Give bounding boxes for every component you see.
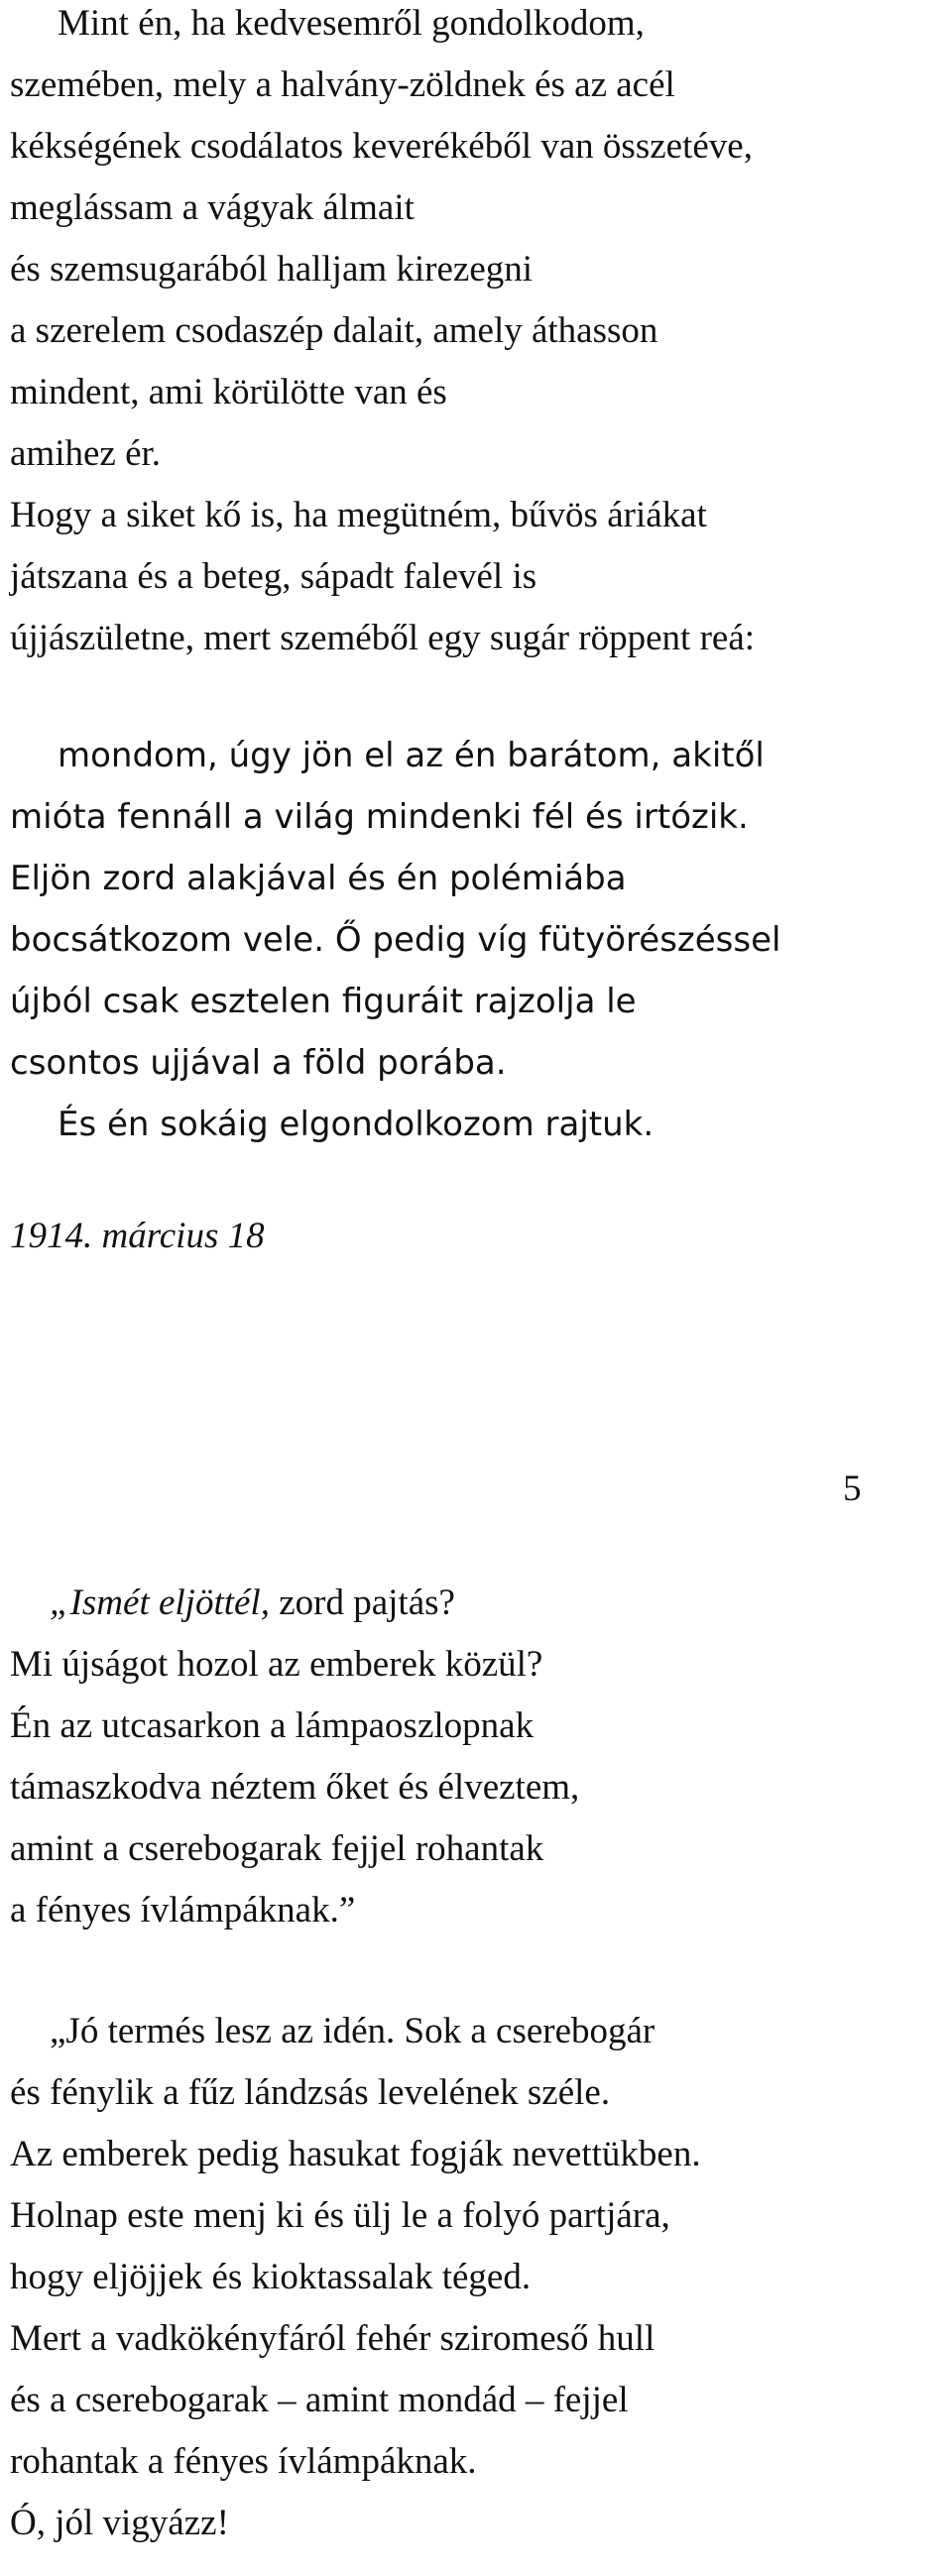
text-line: „Jó termés lesz az idén. Sok a cserebogár xyxy=(50,2011,655,2051)
page-number: 5 xyxy=(843,1468,862,1509)
text-line xyxy=(50,1581,455,1625)
text-line: játszana és a beteg, sápadt falevél is xyxy=(10,556,537,597)
text-line: mióta fennáll a világ mindenki fél és irtózik. xyxy=(10,797,749,837)
text-line: mondom, úgy jön el az én barátom, akitől xyxy=(58,736,765,775)
text-line: támaszkodva néztem őket és élveztem, xyxy=(10,1767,580,1808)
italic-phrase: „Ismét eljöttél, xyxy=(50,1582,270,1623)
text-line: Ó, jól vigyázz! xyxy=(10,2503,229,2543)
text-line: Én az utcasarkon a lámpaoszlopnak xyxy=(10,1705,535,1746)
text-line: Mert a vadkökényfáról fehér sziromeső hull xyxy=(10,2318,655,2359)
text-line: kékségének csodálatos keverékéből van összetéve, xyxy=(10,126,753,167)
text-line: a fényes ívlámpáknak.” xyxy=(10,1890,356,1931)
text-line: Hogy a siket kő is, ha megütném, bűvös áriákat xyxy=(10,495,707,535)
text-fragment: zord pajtás? xyxy=(269,1582,455,1623)
text-line: és a cserebogarak – amint mondád – fejjel xyxy=(10,2380,629,2420)
text-line: rohantak a fényes ívlámpáknak. xyxy=(10,2441,477,2482)
text-line: a szerelem csodaszép dalait, amely áthasson xyxy=(10,310,658,351)
text-line: csontos ujjával a föld porába. xyxy=(10,1043,507,1083)
text-line: újból csak esztelen figuráit rajzolja le xyxy=(10,982,637,1021)
text-line: mindent, ami körülötte van és xyxy=(10,372,447,412)
text-line: Mi újságot hozol az emberek közül? xyxy=(10,1644,543,1685)
text-line: Eljön zord alakjával és én polémiába xyxy=(10,859,627,898)
text-line: és szemsugarából halljam kirezegni xyxy=(10,249,534,290)
text-line: És én sokáig elgondolkozom rajtuk. xyxy=(58,1105,654,1144)
text-line: és fénylik a fűz lándzsás levelének széle. xyxy=(10,2072,611,2113)
text-line: meglássam a vágyak álmait xyxy=(10,187,415,228)
text-line: amint a cserebogarak fejjel rohantak xyxy=(10,1828,544,1869)
text-line: Holnap este menj ki és ülj le a folyó partjára, xyxy=(10,2195,670,2236)
date-line: 1914. március 18 xyxy=(10,1216,265,1256)
text-line: hogy eljöjjek és kioktassalak téged. xyxy=(10,2257,532,2297)
text-line: szemében, mely a halvány-zöldnek és az acél xyxy=(10,64,675,105)
text-line: amihez ér. xyxy=(10,433,162,474)
text-line: Az emberek pedig hasukat fogják nevettükben. xyxy=(10,2134,701,2174)
text-line: újjászületne, mert szeméből egy sugár röppent reá: xyxy=(10,618,756,658)
text-line: Mint én, ha kedvesemről gondolkodom, xyxy=(58,3,645,44)
text-line: bocsátkozom vele. Ő pedig víg fütyörészéssel xyxy=(10,920,781,960)
